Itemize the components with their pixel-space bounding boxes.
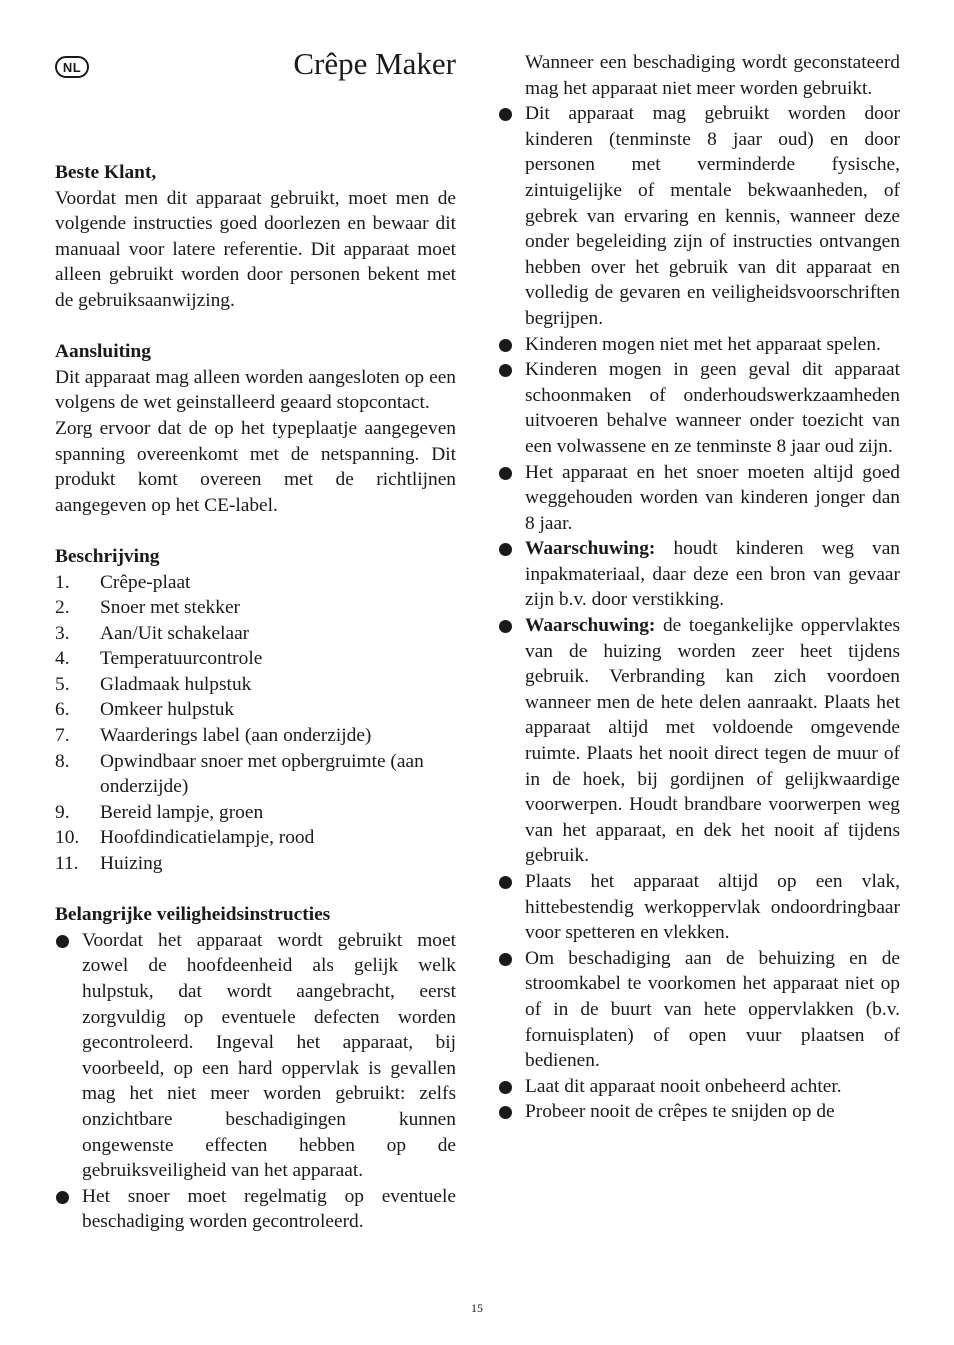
bullet-text: Om beschadiging aan de behuizing en de stroomkabel te voorkomen het apparaat niet op of in de buurt van hete oppervlakken (b.v. fornuisplaten) of open vuur plaatsen of bedienen. (525, 947, 900, 1072)
list-item (55, 595, 456, 621)
connection-heading: Aansluiting (55, 341, 151, 363)
item-text: Temperatuurcontrole (100, 648, 263, 670)
list-item (55, 697, 456, 723)
list-item (55, 800, 456, 826)
bullet-item (498, 946, 900, 1074)
list-item (55, 825, 456, 851)
right-column (498, 50, 900, 1125)
list-item (55, 646, 456, 672)
list-item (55, 570, 456, 596)
item-number: 1. (55, 571, 70, 593)
item-text: Omkeer hulpstuk (100, 699, 235, 721)
bullet-item (498, 536, 900, 613)
safety-heading: Belangrijke veiligheidsinstructies (55, 904, 331, 926)
bullet-item (498, 1074, 900, 1100)
safety-bullets-right (498, 101, 900, 1125)
bullet-item (498, 613, 900, 869)
item-number: 11. (55, 853, 79, 875)
list-item (55, 723, 456, 749)
bullet-text: de toegankelijke oppervlaktes van de huizing worden zeer heet tijdens gebruik. Verbranding kan zich voordoen wanneer men de hete delen aanraakt. Plaats het apparaat altijd met voldoende omgevende ruimte. Plaats het nooit direct tegen de muur of in de hoek, bij gordijnen of gelijkwaardige voorwerpen. Houdt brandbare voorwerpen weg van het apparaat, en dek het nooit af tijdens gebruik. (525, 615, 900, 867)
item-text: Hoofdindicatielampje, rood (100, 827, 315, 849)
bullet-item (498, 1099, 900, 1125)
bullet-text: Het apparaat en het snoer moeten altijd goed weggehouden worden van kinderen jonger dan 8 jaar. (525, 461, 900, 534)
bullet-item (498, 101, 900, 331)
list-item (55, 621, 456, 647)
item-number: 2. (55, 597, 70, 619)
left-column (55, 160, 456, 1235)
item-text: Gladmaak hulpstuk (100, 673, 252, 695)
item-number: 8. (55, 750, 70, 772)
bullet-text: Dit apparaat mag gebruikt worden door kinderen (tenminste 8 jaar oud) en door personen met verminderde fysische, zintuigelijke of mentale bekwaanheden, of gebrek van ervaring en kennis, wanneer deze onder begeleiding zijn of instructies ontvangen hebben over het gebruik van dit apparaat en volledig de gevaren en veiligheidsvoorschriften begrijpen. (525, 103, 900, 329)
greeting-heading: Beste Klant, (55, 162, 157, 183)
item-number: 6. (55, 699, 70, 721)
item-text: Huizing (100, 853, 163, 875)
bullet-text: Probeer nooit de crêpes te snijden op de (525, 1101, 835, 1123)
bullet-text: Plaats het apparaat altijd op een vlak, hittebestendig werkoppervlak ondoordringbaar voor spetteren en vlekken. (525, 871, 900, 944)
connection-paragraph-1: Dit apparaat mag alleen worden aangesloten op een volgens de wet geinstalleerd geaard stopcontact. (55, 366, 456, 414)
list-item (55, 672, 456, 698)
intro-paragraph: Voordat men dit apparaat gebruikt, moet men de volgende instructies goed doorlezen en bewaar dit manuaal voor latere referentie. Dit apparaat moet alleen gebruikt worden door personen bekent met de gebruiksaanwijzing. (55, 187, 456, 311)
item-text: Crêpe-plaat (100, 571, 191, 593)
parts-list (55, 570, 456, 877)
bullet-item: Voordat het apparaat wordt gebruikt moet zowel de hoofdeenheid als gelijk welk hulpstuk, dat wordt aangebracht, eerst zorgvuldig op eventuele defecten worden gecontroleerd. Ingeval het apparaat, bij voorbeeld, op een hard oppervlak is gevallen mag het niet meer worden gebruikt: zelfs onzichtbare beschadigingen kunnen ongewenste effecten hebben op de gebruiksveiligheid van het apparaat. (55, 928, 456, 1184)
bullet-item (498, 332, 900, 358)
item-number: 4. (55, 648, 70, 670)
item-number: 7. (55, 725, 70, 747)
item-number: 10. (55, 827, 80, 849)
bullet-text: Laat dit apparaat nooit onbeheerd achter. (525, 1075, 842, 1097)
item-number: 9. (55, 801, 70, 823)
safety-bullets-left (55, 928, 456, 1235)
list-item (55, 851, 456, 877)
description-heading: Beschrijving (55, 545, 160, 567)
language-badge: NL (55, 56, 89, 78)
continuation-text: Wanneer een beschadiging wordt geconstateerd mag het apparaat niet meer worden gebruikt. (525, 52, 900, 99)
bullet-item (498, 869, 900, 946)
item-number: 3. (55, 622, 70, 644)
item-text: Aan/Uit schakelaar (100, 622, 250, 644)
item-text: Waarderings label (aan onderzijde) (100, 725, 372, 747)
connection-paragraph-2: Zorg ervoor dat de op het typeplaatje aangegeven spanning overeenkomt met de netspanning. Dit produkt komt overeen met de richtlijnen aangegeven op het CE-label. (55, 417, 456, 516)
bullet-item: Het snoer moet regelmatig op eventuele beschadiging worden gecontroleerd. (55, 1184, 456, 1235)
item-text: Snoer met stekker (100, 597, 241, 619)
item-text: Bereid lampje, groen (100, 801, 264, 823)
bullet-bold-label: Waarschuwing: (525, 538, 656, 560)
bullet-text: Kinderen mogen niet met het apparaat spelen. (525, 333, 881, 355)
bullet-bold-label: Waarschuwing: (525, 615, 656, 637)
page-number: 15 (471, 1301, 483, 1315)
bullet-item (498, 460, 900, 537)
document-title: Crêpe Maker (293, 46, 456, 81)
bullet-item (498, 357, 900, 459)
list-item (55, 749, 456, 800)
bullet-text: Kinderen mogen in geen geval dit apparaat schoonmaken of onderhoudswerkzaamheden uitvoeren behalve wanneer onder toezicht van een volwassene en ze tenminste 8 jaar oud zijn. (525, 359, 900, 457)
item-number: 5. (55, 673, 70, 695)
item-text: Opwindbaar snoer met opbergruimte (aan onderzijde) (100, 750, 424, 798)
bullet-text: houdt kinderen weg van inpakmateriaal, daar deze een bron van gevaar zijn b.v. door verstikking. (525, 538, 900, 611)
